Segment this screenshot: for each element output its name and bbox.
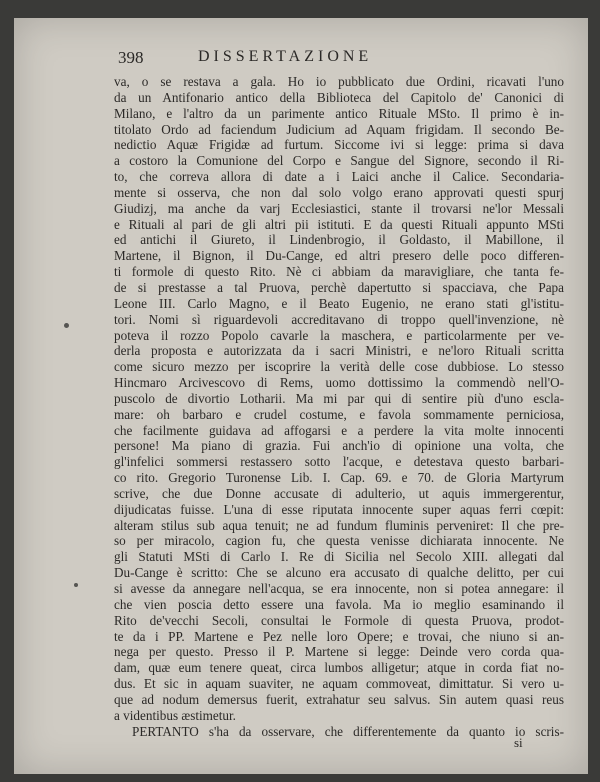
text-line: da un Antifonario antico della Biblioteca del Capitolo de' Canonici di bbox=[114, 89, 564, 105]
body-text bbox=[114, 74, 564, 739]
text-line: persone! Ma piano di grazia. Fui anch'io di opinione una volta, che bbox=[114, 438, 564, 454]
text-line: Leone III. Carlo Magno, e il Beato Eugenio, ne erano stati gl'istitu- bbox=[114, 295, 564, 311]
text-line: so per miracolo, cagion fu, che questa venisse dichiarata innocente. Ne bbox=[114, 533, 564, 549]
text-line: che facilmente guidava ad affogarsi e a perdere la vita molte innocenti bbox=[114, 422, 564, 438]
text-line: che vien poscia detto essere una favola. Ma io meglio esaminando il bbox=[114, 596, 564, 612]
text-line: a videntibus æstimetur. bbox=[114, 707, 236, 723]
text-line: Rito de'vecchi Secoli, consultai le Formole di questa Pruova, prodot- bbox=[114, 612, 564, 628]
book-page bbox=[14, 18, 588, 774]
text-line: ti formole di questo Rito. Nè ci abbiam da maravigliare, che tanta fe- bbox=[114, 264, 564, 280]
text-line: nega per questo. Presso il P. Martene si legge: Deinde vero corda qua- bbox=[114, 644, 564, 660]
text-line: Giudizj, ma anche da varj Ecclesiastici, stante il trovarsi ne'lor Messali bbox=[114, 200, 564, 216]
text-line: de si prestasse a tal Pruova, perchè dapertutto si spacciava, che Papa bbox=[114, 279, 564, 295]
text-line: derla proposta e autorizzata da i sacri Ministri, e ne'loro Rituali scritta bbox=[114, 343, 564, 359]
text-line: a costoro la Comunione del Corpo e Sangue del Signore, secondo il Ri- bbox=[114, 153, 564, 169]
text-line: te da i PP. Martene e Pez nelle loro Opere; e trovai, che niuno si an- bbox=[114, 628, 564, 644]
catchword: si bbox=[514, 735, 523, 750]
text-line: to, che correva allora di date a i Laici anche il Calice. Secondaria- bbox=[114, 169, 564, 185]
text-line: mente si osserva, che non dal solo volgo erano approvati questi spurj bbox=[114, 184, 564, 200]
text-line: scrive, che due Donne accusate di adulterio, ut aquis immergerentur, bbox=[114, 485, 564, 501]
text-line: que ad nodum demersus fuerit, extrahatur seu salvus. Sin autem quasi reus bbox=[114, 691, 564, 707]
text-line: dam, quæ eum tenere queat, circa lumbos alligetur; atque in corda fiat no- bbox=[114, 660, 564, 676]
text-line: mare: oh barbaro e crudel costume, e favola sommamente perniciosa, bbox=[114, 406, 564, 422]
text-line: nedictio Aquæ Frigidæ ad furtum. Siccome ivi si legge: prima si dava bbox=[114, 137, 564, 153]
text-line: Martene, il Bignon, il Du-Cange, ed altri presero delle poco differen- bbox=[114, 248, 564, 264]
page-number: 398 bbox=[118, 48, 144, 67]
text-line: PERTANTO s'ha da osservare, che differentemente da quanto io scris- bbox=[132, 723, 564, 739]
text-line: gl'infelici sommersi restassero sotto l'acque, e detestava questo barbari- bbox=[114, 454, 564, 470]
text-line: dus. Et sic in aquam suaviter, ne aquam commoveat, dimittatur. Si vero u- bbox=[114, 676, 564, 692]
text-line: come sicuro mezzo per iscoprire la verità delle cose dubbiose. Lo stesso bbox=[114, 359, 564, 375]
ink-spot bbox=[64, 323, 69, 328]
text-line: si avesse da annegare nell'acqua, se era innocente, non si potea annegare: il bbox=[114, 581, 564, 596]
text-line: puscolo de divortio Lotharii. Ma mi par qui di sentire più d'uno escla- bbox=[114, 390, 564, 406]
text-line: dijudicatas fuisse. L'una di esse riputata innocente super aquas ferri cœpit: bbox=[114, 501, 564, 517]
text-line: titolato Ordo ad faciendum Judicium ad Aquam frigidam. Il secondo Be- bbox=[114, 121, 564, 137]
text-line: ed antichi il Giureto, il Lindenbrogio, il Goldasto, il Mabillone, il bbox=[114, 232, 564, 248]
text-line: Hincmaro Arcivescovo di Rems, uomo dottissimo la commendò nell'O- bbox=[114, 375, 564, 391]
text-line: Du-Cange è scritto: Che se alcuno era accusato di qualche delitto, per cui bbox=[114, 565, 564, 581]
text-line: gli Statuti MSti di Carlo I. Re di Sicilia nel Secolo XIII. allegati dal bbox=[114, 549, 564, 565]
text-line: co rito. Gregorio Turonense Lib. I. Cap. 69. e 70. de Gloria Martyrum bbox=[114, 470, 564, 486]
text-line: alteram stilus sub aqua tenuit; ne ad fundum fluminis perveniret: Il che pre- bbox=[114, 517, 564, 533]
text-line: tori. Nomi sì riguardevoli accreditavano di troppo quell'invenzione, nè bbox=[114, 311, 564, 327]
ink-spot bbox=[74, 583, 78, 587]
text-line: Milano, e l'altro da un parimente antico Rituale MSto. Il primo è in- bbox=[114, 105, 564, 121]
page-header bbox=[118, 48, 558, 70]
text-line: e Rituali al pari de gli altri pii istituti. E da questi Rituali appunto MSti bbox=[114, 216, 564, 232]
text-line: poteva il rozzo Popolo cavarle la maschera, e particolarmente per ve- bbox=[114, 327, 564, 343]
running-title: DISSERTAZIONE bbox=[198, 48, 373, 65]
text-line: va, o se restava a gala. Ho io pubblicato due Ordini, ricavati l'uno bbox=[114, 74, 564, 89]
